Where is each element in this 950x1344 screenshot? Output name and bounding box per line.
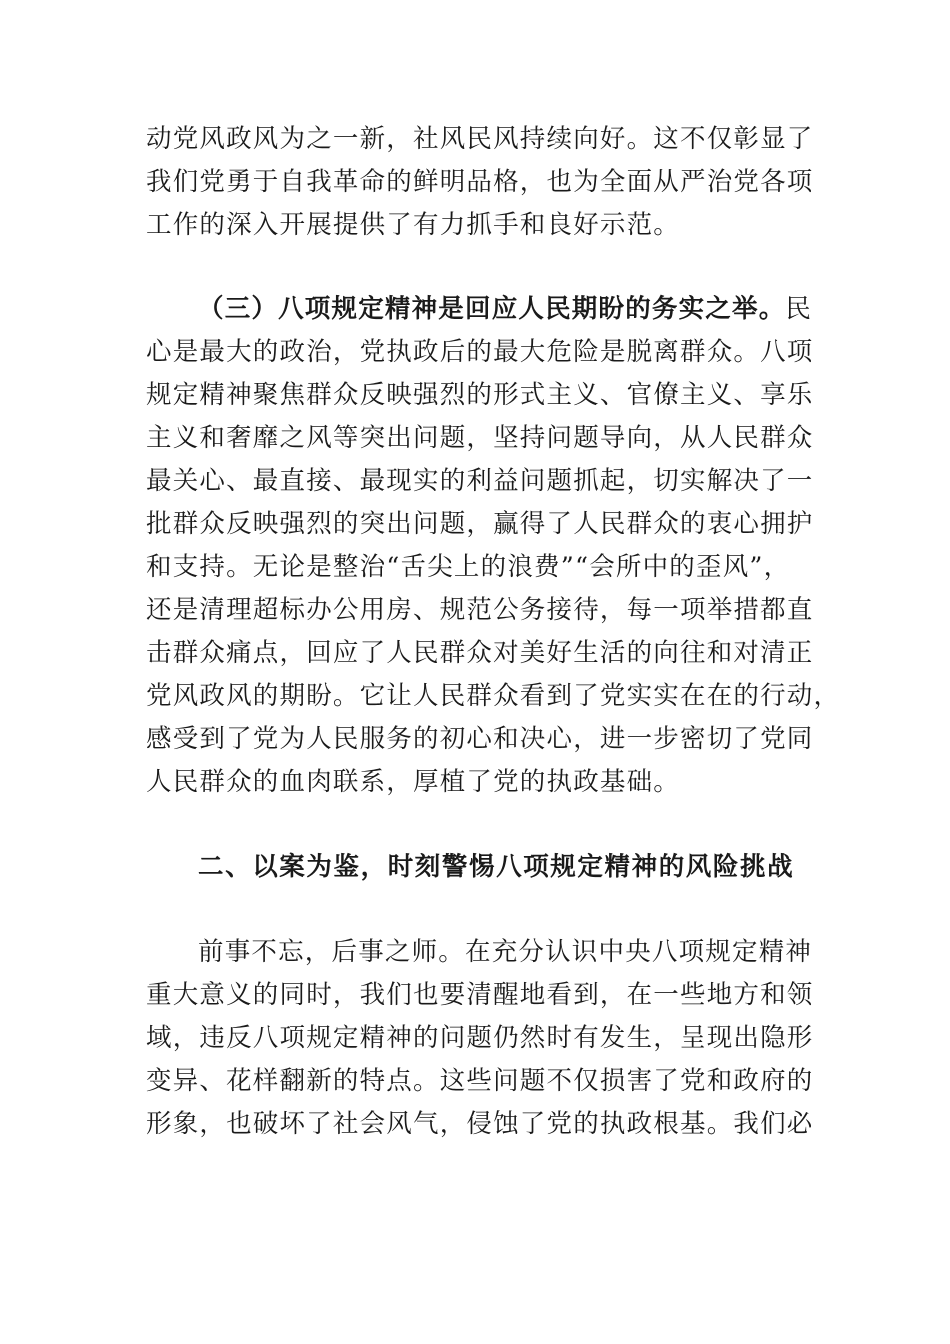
- paragraph-line: 党风政风的期盼。它让人民群众看到了党实实在在的行动，: [146, 681, 841, 711]
- section-heading: 二、以案为鉴，时刻警惕八项规定精神的风险挑战: [198, 852, 795, 882]
- paragraph-line: 击群众痛点，回应了人民群众对美好生活的向往和对清正: [146, 638, 814, 668]
- paragraph-line: 还是清理超标办公用房、规范公务接待，每一项举措都直: [146, 595, 814, 625]
- paragraph-first-line: 前事不忘，后事之师。在充分认识中央八项规定精神: [198, 937, 813, 967]
- paragraph-line: 最关心、最直接、最现实的利益问题抓起，切实解决了一: [146, 466, 814, 496]
- paragraph-line: 我们党勇于自我革命的鲜明品格，也为全面从严治党各项: [146, 167, 814, 197]
- paragraph-line: 心是最大的政治，党执政后的最大危险是脱离群众。八项: [146, 337, 814, 367]
- paragraph-line: 主义和奢靡之风等突出问题，坚持问题导向，从人民群众: [146, 423, 814, 453]
- paragraph-line: 变异、花样翻新的特点。这些问题不仅损害了党和政府的: [146, 1066, 814, 1096]
- paragraph-line: 感受到了党为人民服务的初心和决心，进一步密切了党同: [146, 724, 814, 754]
- paragraph-line: 动党风政风为之一新，社风民风持续向好。这不仅彰显了: [146, 124, 814, 154]
- section-3-first-line: [198, 288, 813, 331]
- section-3-first-line-rest: 民: [785, 294, 813, 324]
- paragraph-line: 规定精神聚焦群众反映强烈的形式主义、官僚主义、享乐: [146, 380, 814, 410]
- paragraph-line: 重大意义的同时，我们也要清醒地看到，在一些地方和领: [146, 980, 814, 1010]
- section-3-bold-title: （三）八项规定精神是回应人民期盼的务实之举。: [198, 294, 786, 324]
- paragraph-line: 域，违反八项规定精神的问题仍然时有发生，呈现出隐形: [146, 1023, 814, 1053]
- paragraph-line: 形象，也破坏了社会风气，侵蚀了党的执政根基。我们必: [146, 1109, 814, 1139]
- paragraph-line: 人民群众的血肉联系，厚植了党的执政基础。: [146, 767, 681, 797]
- paragraph-line: 批群众反映强烈的突出问题，赢得了人民群众的衷心拥护: [146, 509, 814, 539]
- paragraph-line: 工作的深入开展提供了有力抓手和良好示范。: [146, 210, 681, 240]
- paragraph-line: 和支持。无论是整治“舌尖上的浪费”“会所中的歪风”，: [146, 552, 791, 582]
